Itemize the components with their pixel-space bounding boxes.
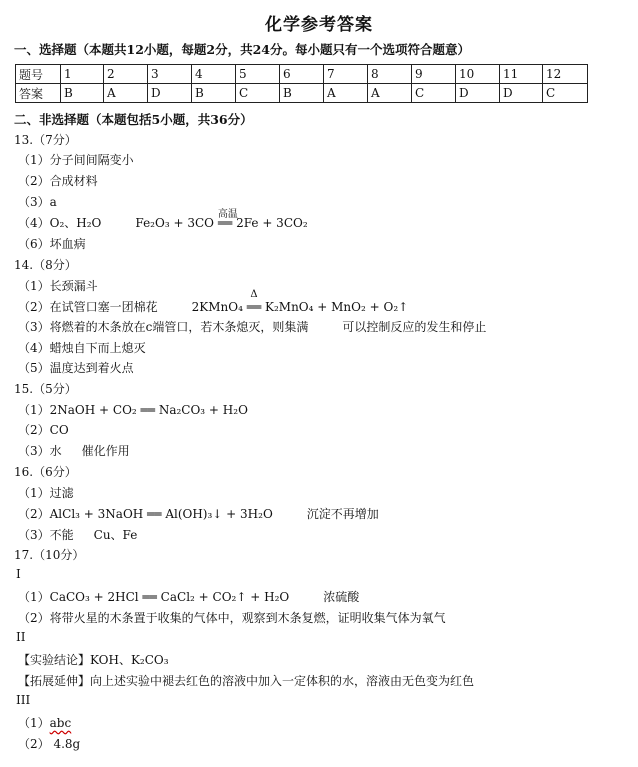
q15-answer-3-text: （3）水: [18, 444, 62, 458]
q16-answer-2: [18, 505, 379, 522]
q14-equation-right: K₂MnO₄ + MnO₂ + O₂↑: [265, 300, 409, 314]
q16-answer-3-text: （3）不能: [18, 528, 74, 542]
q17-answer-2: （2）将带火星的木条置于收集的气体中，观察到木条复燃，证明收集气体为氧气: [18, 611, 446, 625]
q17-answer-3-value: abc: [49, 716, 72, 730]
q17-answer-3: [18, 714, 71, 731]
q17-part-2: II: [16, 630, 26, 644]
cell-answer: A: [368, 84, 412, 103]
q16-answer-2-text: （2）AlCl₃ + 3NaOH ══ Al(OH)₃↓ + 3H₂O: [18, 507, 273, 521]
q17-part-3: III: [16, 693, 31, 707]
q13-answer-4: [18, 209, 308, 231]
cell-answer: B: [280, 84, 324, 103]
section2-heading: 二、非选择题（本题包括5小题，共36分）: [14, 112, 253, 127]
cell-number: 2: [104, 65, 148, 84]
cell-number: 10: [456, 65, 500, 84]
q13-answer-3: （3）a: [18, 195, 57, 209]
cell-number: 12: [543, 65, 588, 84]
q16-answer-2-extra: 沉淀不再增加: [306, 507, 379, 521]
q17-extension: 【拓展延伸】向上述实验中褪去红色的溶液中加入一定体积的水，溶液由无色变为红色: [18, 674, 475, 688]
q15-heading: 15.（5分）: [14, 382, 77, 396]
section1-heading: 一、选择题（本题共12小题，每题2分，共24分。每小题只有一个选项符合题意）: [14, 42, 470, 57]
cell-answer: C: [236, 84, 280, 103]
table-row-numbers: [16, 65, 588, 84]
q17-answer-1-extra: 浓硫酸: [323, 590, 360, 604]
q16-answer-1: （1）过滤: [18, 486, 74, 500]
q17-answer-3-prefix: （1）: [18, 716, 50, 730]
cell-number: 6: [280, 65, 324, 84]
condition-label: 高温: [217, 209, 238, 220]
answer-table: [15, 64, 588, 103]
cell-answer: D: [456, 84, 500, 103]
q17-conclusion: 【实验结论】KOH、K₂CO₃: [18, 653, 169, 667]
cell-number: 5: [236, 65, 280, 84]
q17-heading: 17.（10分）: [14, 548, 85, 562]
q16-answer-3-extra: Cu、Fe: [93, 528, 138, 542]
q14-answer-5: （5）温度达到着火点: [18, 361, 134, 375]
cell-answer: D: [500, 84, 543, 103]
q15-answer-1: （1）2NaOH + CO₂ ══ Na₂CO₃ + H₂O: [18, 403, 248, 417]
q15-answer-3: [18, 442, 130, 459]
cell-number: 7: [324, 65, 368, 84]
q15-answer-2: （2）CO: [18, 423, 69, 437]
q13-answer-6: （6）坏血病: [18, 237, 86, 251]
row-label-number: 题号: [16, 65, 61, 84]
page-title: 化学参考答案: [265, 15, 373, 35]
condition-label: Δ: [250, 289, 258, 300]
q13-answer-2: （2）合成材料: [18, 174, 98, 188]
q14-equation-condition: Δ ══: [246, 289, 262, 314]
cell-answer: B: [192, 84, 236, 103]
q14-answer-2-prefix: （2）在试管口塞一团棉花: [18, 300, 158, 314]
cell-number: 1: [61, 65, 104, 84]
cell-answer: C: [543, 84, 588, 103]
q17-answer-4: （2） 4.8g: [18, 737, 81, 751]
q13-heading: 13.（7分）: [14, 133, 77, 147]
q14-answer-3-text: （3）将燃着的木条放在c端管口，若木条熄灭，则集满: [18, 320, 309, 334]
q13-answer-1: （1）分子间间隔变小: [18, 153, 134, 167]
q14-answer-4: （4）蜡烛自下而上熄灭: [18, 341, 146, 355]
q17-answer-1: [18, 588, 359, 605]
q14-answer-3: [18, 318, 486, 335]
q14-answer-1: （1）长颈漏斗: [18, 279, 98, 293]
q16-answer-3: [18, 526, 137, 543]
q17-answer-1-text: （1）CaCO₃ + 2HCl ══ CaCl₂ + CO₂↑ + H₂O: [18, 590, 290, 604]
cell-answer: D: [148, 84, 192, 103]
row-label-answer: 答案: [16, 84, 61, 103]
cell-number: 8: [368, 65, 412, 84]
q14-equation-left: 2KMnO₄: [191, 300, 243, 314]
cell-answer: A: [104, 84, 148, 103]
cell-number: 3: [148, 65, 192, 84]
cell-number: 9: [412, 65, 456, 84]
cell-number: 11: [500, 65, 543, 84]
cell-number: 4: [192, 65, 236, 84]
cell-answer: B: [61, 84, 104, 103]
q13-equation-right: 2Fe + 3CO₂: [236, 216, 308, 230]
q13-equation-left: Fe₂O₃ + 3CO: [135, 216, 214, 230]
q14-answer-3-extra: 可以控制反应的发生和停止: [342, 320, 487, 334]
q13-answer-4-prefix: （4）O₂、H₂O: [18, 216, 102, 230]
q14-answer-2: [18, 289, 409, 315]
table-row-answers: [16, 84, 588, 103]
cell-answer: C: [412, 84, 456, 103]
q14-heading: 14.（8分）: [14, 258, 77, 272]
cell-answer: A: [324, 84, 368, 103]
q17-part-1: I: [16, 567, 21, 581]
q13-equation-condition: 高温 ══: [218, 216, 232, 230]
q16-heading: 16.（6分）: [14, 465, 77, 479]
q15-answer-3-extra: 催化作用: [81, 444, 130, 458]
